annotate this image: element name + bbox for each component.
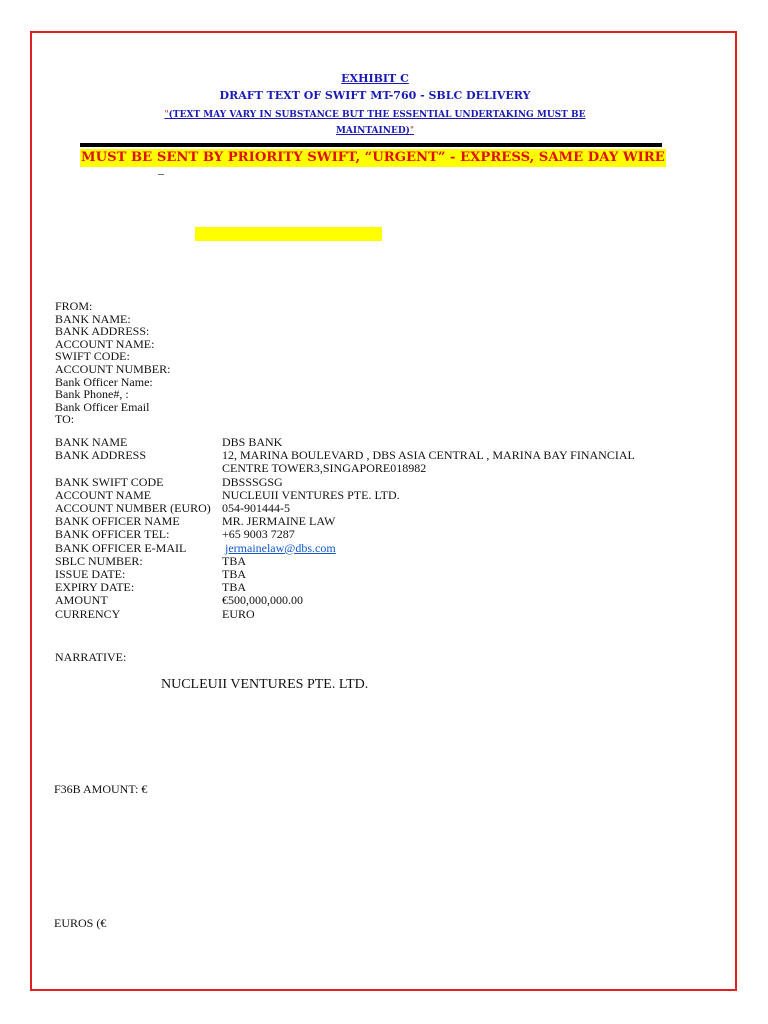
beneficiary-table (55, 436, 672, 621)
table-row (55, 476, 672, 489)
from-account-number-label: ACCOUNT NUMBER: (55, 361, 171, 376)
row-label: AMOUNT (55, 593, 108, 608)
from-label: FROM: (55, 299, 93, 313)
row-value: DBS BANK (222, 435, 283, 449)
row-value: EURO (222, 606, 255, 621)
note-line-2: MAINTAINED) (335, 126, 410, 136)
from-phone-label: Bank Phone#, : (55, 387, 129, 402)
from-officer-name-label: Bank Officer Name: (55, 374, 153, 389)
row-value: TBA (222, 567, 246, 582)
row-label: BANK NAME (55, 435, 128, 449)
row-value: TBA (222, 580, 246, 595)
from-section (55, 300, 170, 426)
row-label: EXPIRY DATE: (55, 580, 135, 595)
row-label: ACCOUNT NAME (55, 487, 152, 502)
from-swift-code-label: SWIFT CODE: (55, 349, 130, 364)
narrative-text: NUCLEUII VENTURES PTE. LTD. (161, 677, 369, 692)
dash-mark: – (158, 166, 164, 180)
draft-subtitle: DRAFT TEXT OF SWIFT MT-760 - SBLC DELIVERY (219, 89, 531, 102)
note-quote-close: " (409, 126, 415, 136)
from-bank-name-label: BANK NAME: (55, 311, 131, 326)
row-label: BANK SWIFT CODE (55, 474, 164, 489)
row-value: 12, MARINA BOULEVARD , DBS ASIA CENTRAL , MARINA BAY FINANCIAL CENTRE TOWER3,SINGAPORE018982 (222, 448, 635, 476)
row-label: BANK OFFICER TEL: (55, 527, 170, 542)
row-label: BANK ADDRESS (55, 448, 147, 463)
table-row (55, 581, 672, 594)
narrative-label: NARRATIVE: (55, 650, 127, 664)
table-row (55, 555, 672, 568)
row-label: ISSUE DATE: (55, 567, 126, 582)
row-value-cell (222, 542, 672, 555)
header-divider (80, 143, 662, 147)
row-value: €500,000,000.00 (222, 593, 303, 608)
row-label: ACCOUNT NUMBER (EURO) (55, 501, 211, 516)
note-quote-open: " (164, 110, 169, 120)
from-bank-address-label: BANK ADDRESS: (55, 324, 150, 339)
row-value: 054-901444-5 (222, 501, 290, 516)
table-row (55, 594, 672, 607)
row-value: +65 9003 7287 (222, 527, 295, 542)
table-row (55, 542, 672, 555)
from-officer-email-label: Bank Officer Email (55, 399, 150, 414)
row-label: BANK OFFICER E-MAIL (55, 540, 187, 555)
row-value: DBSSSGSG (222, 474, 283, 489)
f36b-amount-label: F36B AMOUNT: € (54, 782, 148, 796)
table-row (55, 528, 672, 541)
row-value: NUCLEUII VENTURES PTE. LTD. (222, 487, 400, 502)
from-account-name-label: ACCOUNT NAME: (55, 336, 155, 351)
urgent-notice: MUST BE SENT BY PRIORITY SWIFT, “URGENT” - EXPRESS, SAME DAY WIRE (81, 150, 665, 165)
note-line-1: (TEXT MAY VARY IN SUBSTANCE BUT THE ESSENTIAL UNDERTAKING MUST BE (168, 110, 586, 120)
row-label: SBLC NUMBER: (55, 553, 143, 568)
variation-note (80, 107, 670, 139)
highlight-bar (195, 227, 382, 241)
to-label: TO: (55, 412, 75, 427)
table-row (55, 608, 672, 621)
row-value: MR. JERMAINE LAW (222, 514, 336, 529)
exhibit-title: EXHIBIT C (341, 72, 409, 85)
row-value: TBA (222, 553, 246, 568)
table-row (55, 449, 672, 475)
euros-label: EUROS (€ (54, 916, 107, 930)
officer-email-link[interactable]: jermainelaw@dbs.com (225, 540, 336, 555)
table-row (55, 568, 672, 581)
row-label: CURRENCY (55, 606, 121, 621)
row-label: BANK OFFICER NAME (55, 514, 180, 529)
